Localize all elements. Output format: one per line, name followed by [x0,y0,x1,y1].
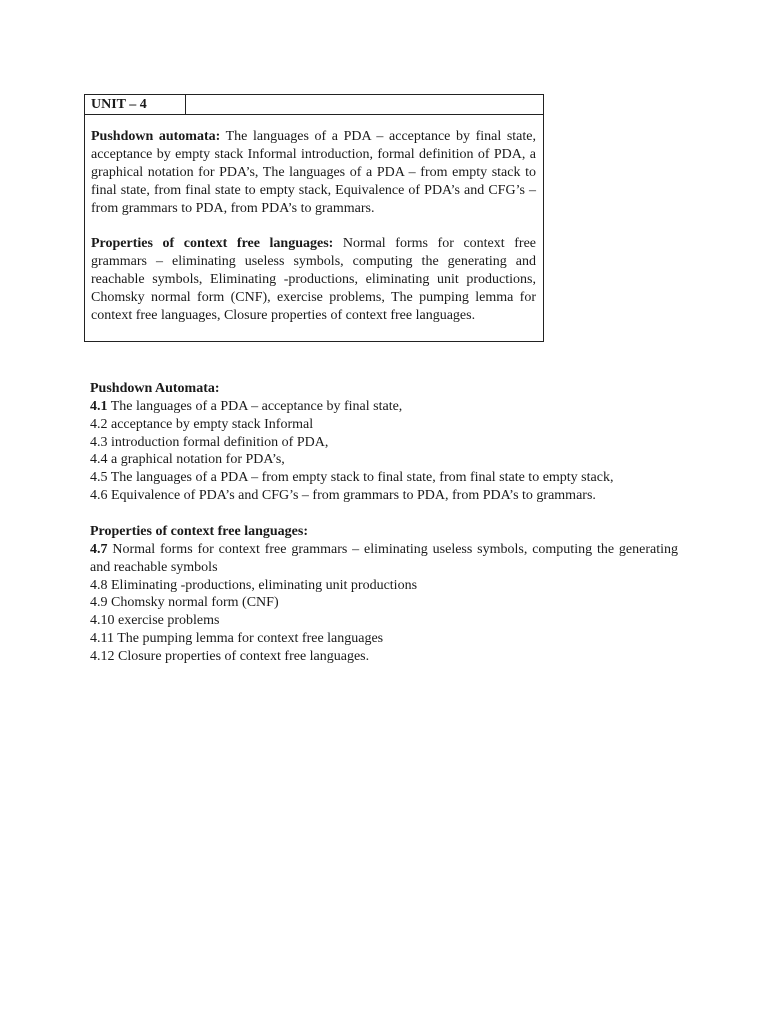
topic-text: Normal forms for context free grammars – eliminating useless symbols, computing the generating and reachable symbols [90,542,678,575]
topic-item [90,541,678,577]
topic-item: 4.12 Closure properties of context free languages. [90,648,370,664]
topic-number: 4.1 [90,399,108,414]
unit-p2-heading: Properties of context free languages: [91,236,334,251]
topic-item: 4.3 introduction formal definition of PDA, [90,434,329,450]
unit-paragraph-cfl [91,235,536,325]
unit-p2-text: Normal forms for context free grammars – eliminating useless symbols, computing the generating and reachable symbols, Eliminating -productions, eliminating unit productions, Chomsky normal form (CNF), exercise problems, The pumping lemma for context free languages, Closure properties of context free languages. [91,236,536,323]
topic-item: 4.11 The pumping lemma for context free languages [90,630,384,646]
unit-paragraph-pushdown [91,128,536,218]
topic-item: 4.10 exercise problems [90,613,220,629]
topic-item: 4.4 a graphical notation for PDA’s, [90,452,285,468]
section-heading: Properties of context free languages: [90,524,308,539]
topic-text: The languages of a PDA – acceptance by final state, [107,399,403,414]
topic-item: 4.6 Equivalence of PDA’s and CFG’s – from grammars to PDA, from PDA’s to grammars. [90,487,596,503]
topic-number: 4.7 [90,542,108,557]
unit-label: UNIT – 4 [85,95,186,114]
topic-item: 4.5 The languages of a PDA – from empty stack to final state, from final state to empty stack, [90,470,614,486]
topic-item: 4.8 Eliminating -productions, eliminating unit productions [90,577,418,593]
topic-item: 4.9 Chomsky normal form (CNF) [90,595,279,611]
section-heading: Pushdown Automata: [90,381,220,396]
topic-item: 4.2 acceptance by empty stack Informal [90,416,314,432]
section-cfl-properties [90,523,678,666]
unit-summary-table [84,94,544,342]
unit-p1-text: The languages of a PDA – acceptance by final state, acceptance by empty stack Informal introduction, formal definition of PDA, a graphical notation for PDA’s, The languages of a PDA – from empty stack to final state, from final state to empty stack, Equivalence of PDA’s and CFG’s – from grammars to PDA, from PDA’s to grammars. [91,129,536,216]
topic-item [90,398,678,416]
unit-body [85,115,543,341]
unit-p1-heading: Pushdown automata: [91,129,221,144]
unit-header-row [85,95,543,115]
section-pushdown-automata [90,380,678,505]
